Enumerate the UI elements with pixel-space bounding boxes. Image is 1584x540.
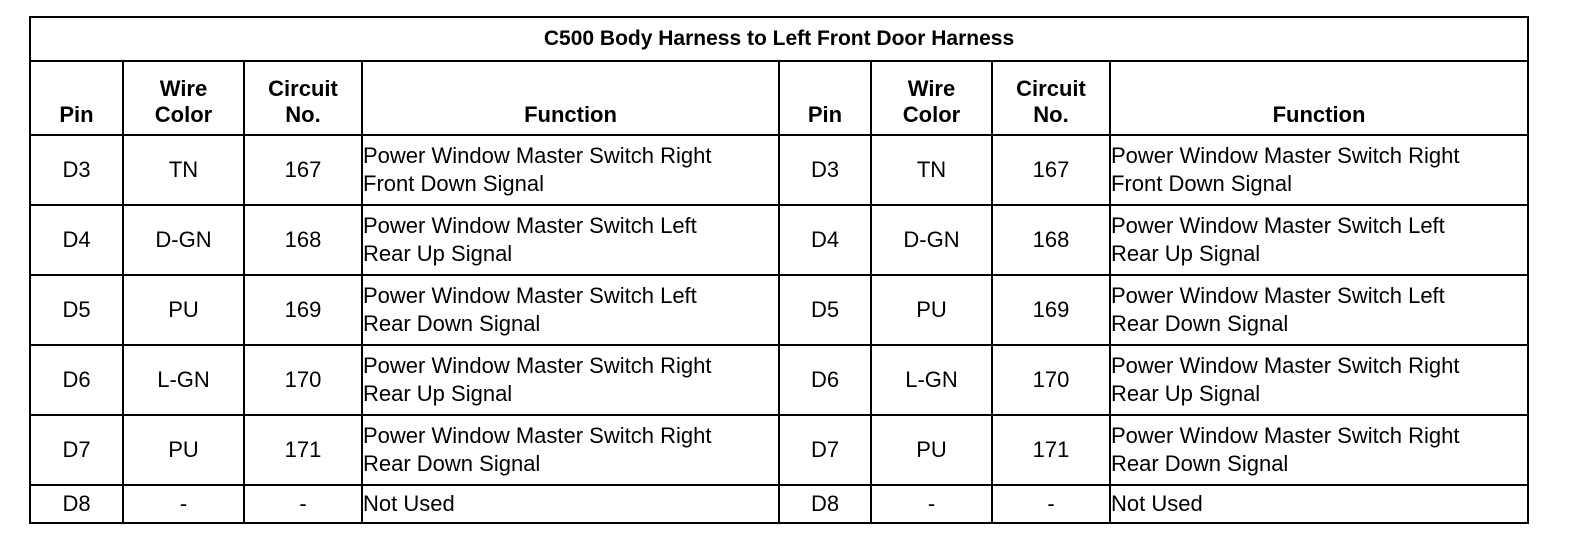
table-row <box>30 275 1528 345</box>
function-cell: Not Used <box>1110 485 1528 523</box>
header-circuit-no: Circuit No. <box>992 61 1110 135</box>
header-wire-color: Wire Color <box>123 61 244 135</box>
function-cell: Power Window Master Switch Right Rear Up Signal <box>1110 345 1528 415</box>
wire-color-cell: TN <box>871 135 992 205</box>
wire-color-cell: L-GN <box>123 345 244 415</box>
function-cell: Power Window Master Switch Left Rear Up Signal <box>1110 205 1528 275</box>
function-cell: Power Window Master Switch Right Front Down Signal <box>362 135 779 205</box>
function-cell: Power Window Master Switch Right Rear Up Signal <box>362 345 779 415</box>
wire-color-cell: PU <box>123 275 244 345</box>
circuit-cell: 170 <box>244 345 362 415</box>
pin-cell: D4 <box>779 205 871 275</box>
pin-cell: D4 <box>30 205 123 275</box>
pin-cell: D6 <box>30 345 123 415</box>
wire-color-cell: PU <box>871 415 992 485</box>
circuit-cell: 167 <box>992 135 1110 205</box>
function-cell: Power Window Master Switch Left Rear Down Signal <box>1110 275 1528 345</box>
header-pin: Pin <box>779 61 871 135</box>
header-circuit-no: Circuit No. <box>244 61 362 135</box>
function-cell: Not Used <box>362 485 779 523</box>
table-row <box>30 345 1528 415</box>
table-row <box>30 415 1528 485</box>
circuit-cell: 167 <box>244 135 362 205</box>
table-row <box>30 205 1528 275</box>
function-cell: Power Window Master Switch Left Rear Down Signal <box>362 275 779 345</box>
table-row <box>30 485 1528 523</box>
header-function: Function <box>362 61 779 135</box>
wire-color-cell: - <box>871 485 992 523</box>
pin-cell: D8 <box>779 485 871 523</box>
wire-color-cell: D-GN <box>871 205 992 275</box>
wire-color-cell: PU <box>123 415 244 485</box>
table-title: C500 Body Harness to Left Front Door Harness <box>30 17 1528 61</box>
function-cell: Power Window Master Switch Left Rear Up Signal <box>362 205 779 275</box>
wire-color-cell: L-GN <box>871 345 992 415</box>
table-row <box>30 135 1528 205</box>
pin-cell: D5 <box>30 275 123 345</box>
circuit-cell: 169 <box>244 275 362 345</box>
wire-color-cell: PU <box>871 275 992 345</box>
circuit-cell: 169 <box>992 275 1110 345</box>
pin-cell: D3 <box>779 135 871 205</box>
pin-cell: D5 <box>779 275 871 345</box>
pin-cell: D7 <box>30 415 123 485</box>
header-row <box>30 61 1528 135</box>
circuit-cell: 170 <box>992 345 1110 415</box>
wire-color-cell: D-GN <box>123 205 244 275</box>
circuit-cell: 168 <box>992 205 1110 275</box>
header-function: Function <box>1110 61 1528 135</box>
pin-cell: D6 <box>779 345 871 415</box>
pin-cell: D8 <box>30 485 123 523</box>
circuit-cell: 168 <box>244 205 362 275</box>
circuit-cell: - <box>992 485 1110 523</box>
header-pin: Pin <box>30 61 123 135</box>
function-cell: Power Window Master Switch Right Front Down Signal <box>1110 135 1528 205</box>
connector-table <box>29 16 1529 524</box>
function-cell: Power Window Master Switch Right Rear Down Signal <box>1110 415 1528 485</box>
circuit-cell: 171 <box>244 415 362 485</box>
header-wire-color: Wire Color <box>871 61 992 135</box>
wire-color-cell: - <box>123 485 244 523</box>
circuit-cell: 171 <box>992 415 1110 485</box>
wire-color-cell: TN <box>123 135 244 205</box>
function-cell: Power Window Master Switch Right Rear Down Signal <box>362 415 779 485</box>
circuit-cell: - <box>244 485 362 523</box>
pin-cell: D3 <box>30 135 123 205</box>
pin-cell: D7 <box>779 415 871 485</box>
